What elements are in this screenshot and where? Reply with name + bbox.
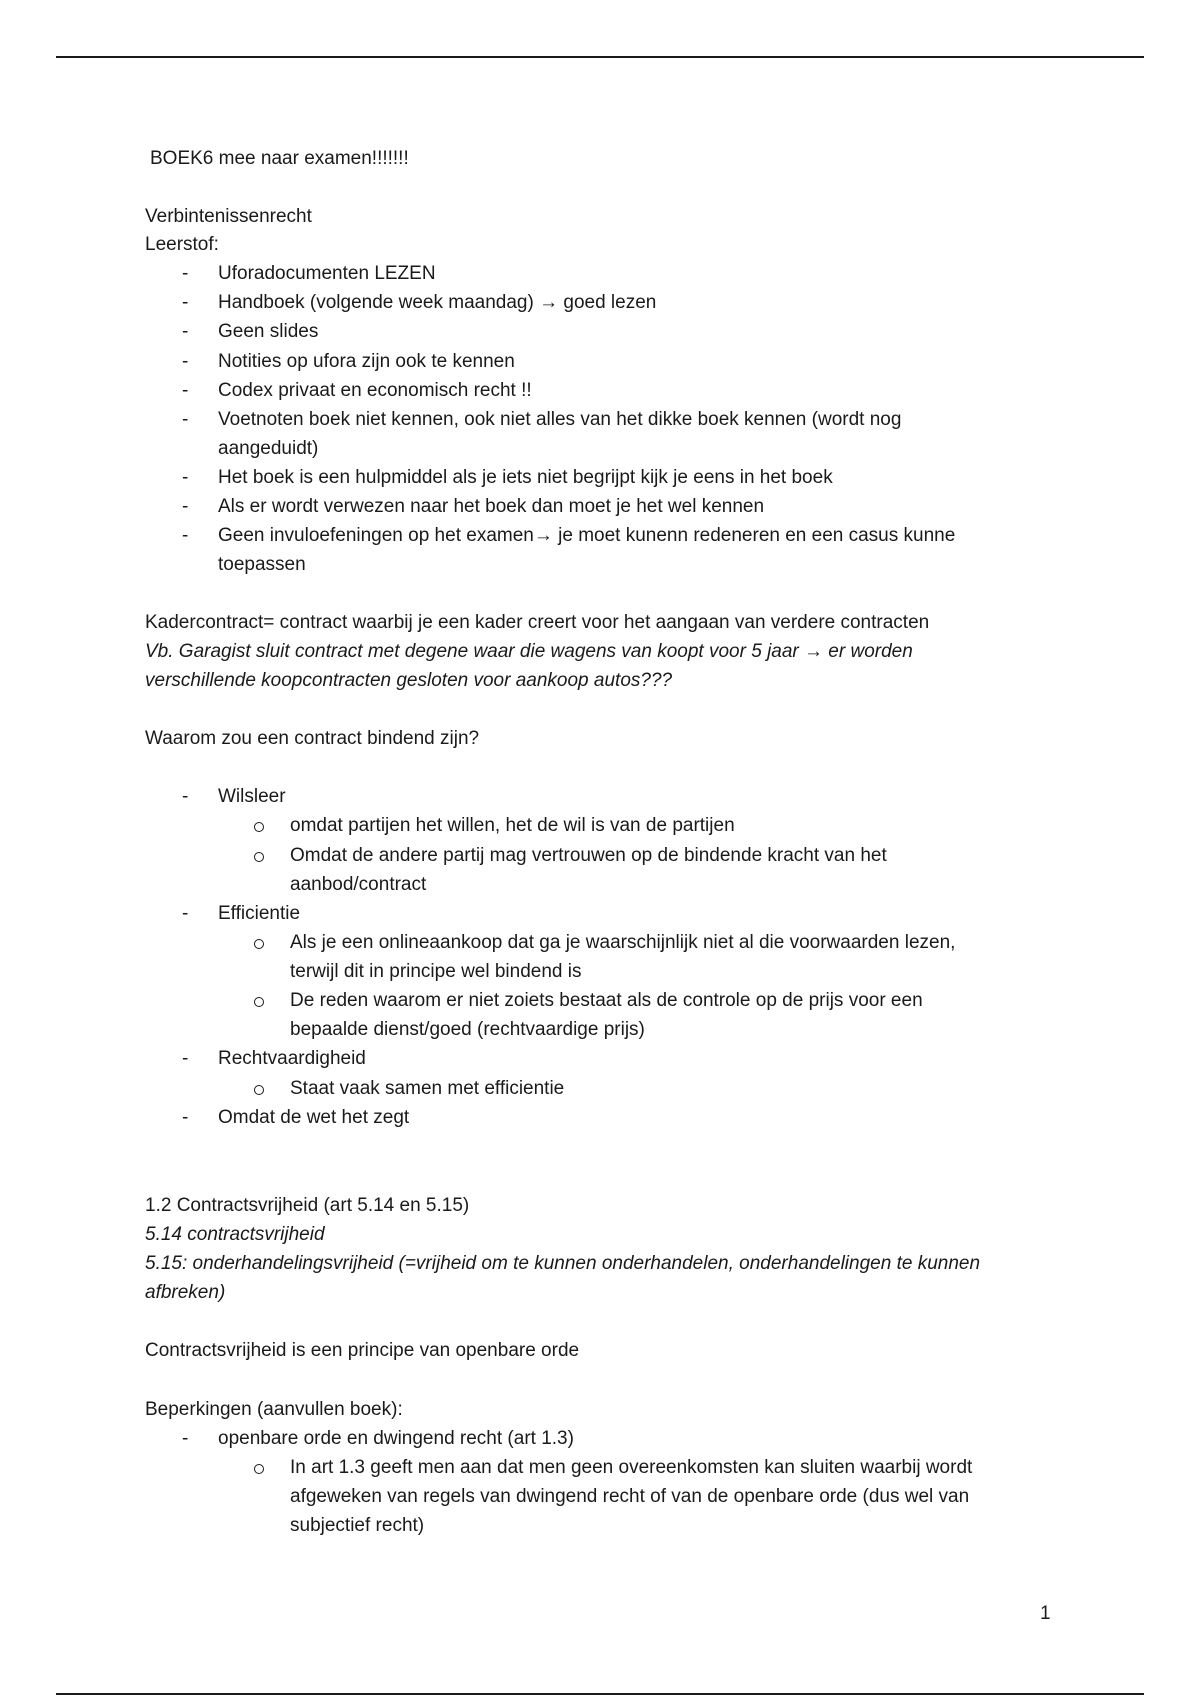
list-item: Uforadocumenten LEZEN (218, 263, 436, 284)
article-515: 5.15: onderhandelingsvrijheid (=vrijheid om te kunnen onderhandelen, onderhandelingen te kunnen (145, 1253, 981, 1274)
dash-bullet: - (182, 380, 189, 401)
sub-item: Staat vaak samen met efficientie (290, 1078, 565, 1099)
list-item-continuation: toepassen (218, 554, 306, 575)
circle-bullet (254, 1085, 264, 1095)
dash-bullet: - (182, 351, 189, 372)
reason-wilsleer: Wilsleer (218, 786, 286, 807)
kadercontract-definition: Kadercontract= contract waarbij je een kader creert voor het aangaan van verdere contracten (145, 612, 930, 633)
list-item: Geen slides (218, 321, 319, 342)
sub-item: In art 1.3 geeft men aan dat men geen overeenkomsten kan sluiten waarbij wordt (290, 1457, 973, 1478)
article-514: 5.14 contractsvrijheid (145, 1224, 325, 1245)
sub-item-continuation: aanbod/contract (290, 874, 427, 895)
sub-item: Als je een onlineaankoop dat ga je waarschijnlijk niet al die voorwaarden lezen, (290, 932, 956, 953)
dash-bullet: - (182, 1048, 189, 1069)
dash-bullet: - (182, 263, 189, 284)
footer-rule (56, 1693, 1144, 1695)
beperkingen-label: Beperkingen (aanvullen boek): (145, 1399, 403, 1420)
dash-bullet: - (182, 409, 189, 430)
dash-bullet: - (182, 786, 189, 807)
list-item: Het boek is een hulpmiddel als je iets niet begrijpt kijk je eens in het boek (218, 467, 833, 488)
sub-item-continuation: bepaalde dienst/goed (rechtvaardige prijs) (290, 1019, 645, 1040)
leerstof-label: Leerstof: (145, 234, 219, 255)
list-item: Geen invuloefeningen op het examen→ je moet kunenn redeneren en een casus kunne (218, 525, 956, 546)
dash-bullet: - (182, 525, 189, 546)
dash-bullet: - (182, 903, 189, 924)
reason-efficientie: Efficientie (218, 903, 301, 924)
section-heading: 1.2 Contractsvrijheid (art 5.14 en 5.15) (145, 1195, 470, 1216)
circle-bullet (254, 822, 264, 832)
reason-rechtvaardigheid: Rechtvaardigheid (218, 1048, 366, 1069)
reason-wet: Omdat de wet het zegt (218, 1107, 410, 1128)
dash-bullet: - (182, 321, 189, 342)
dash-bullet: - (182, 292, 189, 313)
list-item-continuation: aangeduidt) (218, 438, 319, 459)
circle-bullet (254, 1464, 264, 1474)
list-item: Codex privaat en economisch recht !! (218, 380, 532, 401)
kadercontract-example: Vb. Garagist sluit contract met degene waar die wagens van koopt voor 5 jaar → er worden (145, 641, 913, 662)
sub-item: Omdat de andere partij mag vertrouwen op de bindende kracht van het (290, 845, 887, 866)
dash-bullet: - (182, 496, 189, 517)
circle-bullet (254, 852, 264, 862)
circle-bullet (254, 997, 264, 1007)
sub-item-continuation: afgeweken van regels van dwingend recht of van de openbare orde (dus wel van (290, 1486, 970, 1507)
beperking-item: openbare orde en dwingend recht (art 1.3) (218, 1428, 574, 1449)
kadercontract-example-continuation: verschillende koopcontracten gesloten voor aankoop autos??? (145, 670, 673, 691)
dash-bullet: - (182, 467, 189, 488)
dash-bullet: - (182, 1107, 189, 1128)
page-number: 1 (1040, 1603, 1051, 1624)
question-heading: Waarom zou een contract bindend zijn? (145, 728, 480, 749)
title-line: BOEK6 mee naar examen!!!!!!! (150, 148, 409, 169)
sub-item: De reden waarom er niet zoiets bestaat als de controle op de prijs voor een (290, 990, 923, 1011)
list-item: Handboek (volgende week maandag) → goed lezen (218, 292, 657, 313)
list-item: Notities op ufora zijn ook te kennen (218, 351, 515, 372)
article-515-continuation: afbreken) (145, 1282, 226, 1303)
section-title: Verbintenissenrecht (145, 206, 312, 227)
sub-item: omdat partijen het willen, het de wil is van de partijen (290, 815, 735, 836)
sub-item-continuation: subjectief recht) (290, 1515, 425, 1536)
list-item: Als er wordt verwezen naar het boek dan moet je het wel kennen (218, 496, 765, 517)
dash-bullet: - (182, 1428, 189, 1449)
principle-statement: Contractsvrijheid is een principe van openbare orde (145, 1340, 580, 1361)
circle-bullet (254, 939, 264, 949)
list-item: Voetnoten boek niet kennen, ook niet alles van het dikke boek kennen (wordt nog (218, 409, 902, 430)
sub-item-continuation: terwijl dit in principe wel bindend is (290, 961, 582, 982)
